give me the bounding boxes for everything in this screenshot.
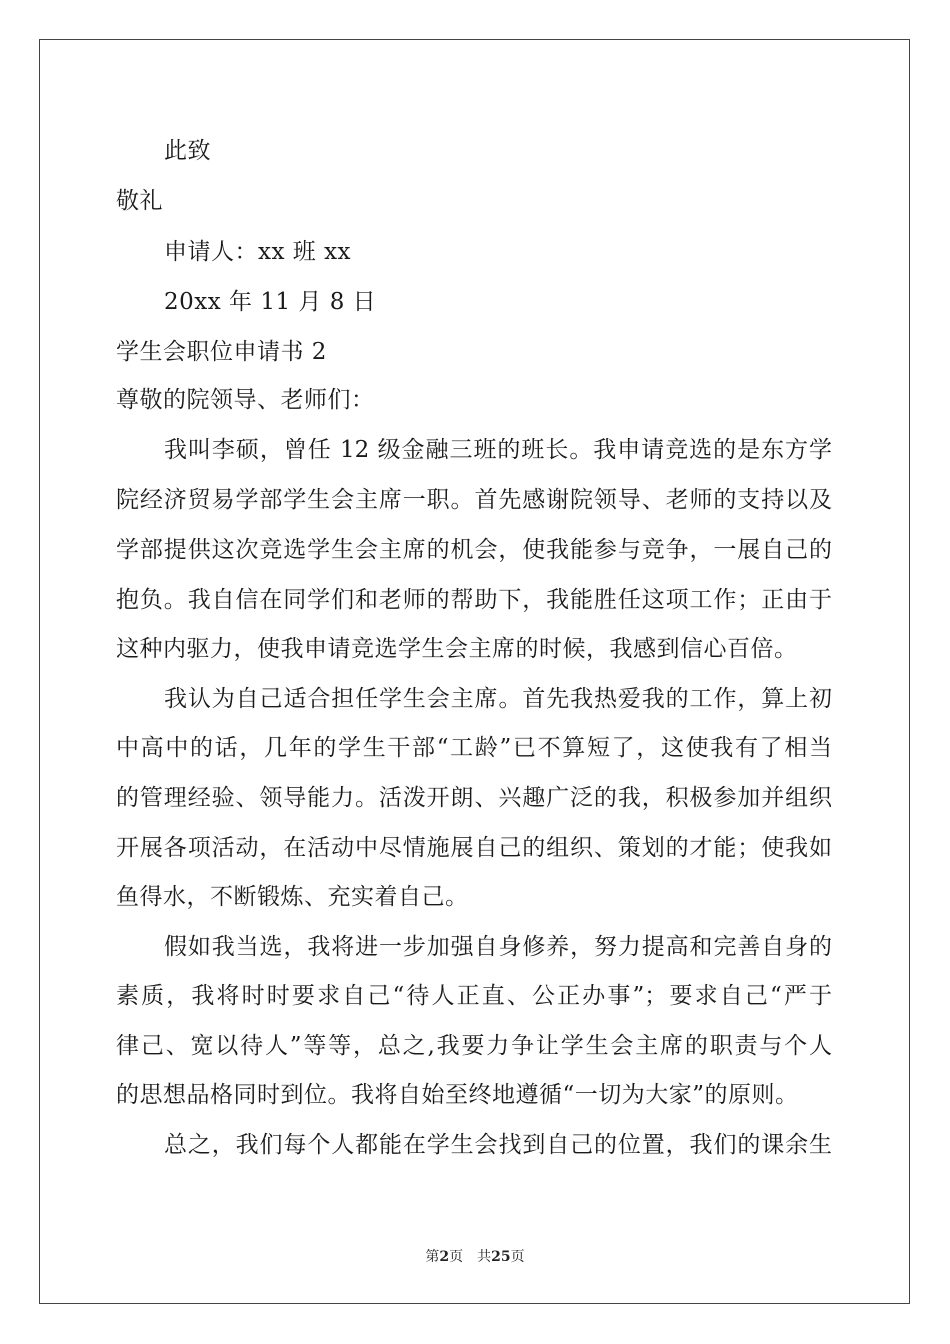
- footer-mid: 页 共: [449, 1249, 492, 1265]
- paragraph-3-line-2: 素质，我将时时要求自己“待人正直、公正办事”；要求自己“严于: [116, 983, 832, 1009]
- paragraph-1-line-3: 学部提供这次竞选学生会主席的机会，使我能参与竞争，一展自己的: [116, 537, 832, 563]
- paragraph-1-line-4: 抱负。我自信在同学们和老师的帮助下，我能胜任这项工作；正由于: [116, 587, 832, 613]
- footer-prefix: 第: [425, 1249, 440, 1265]
- paragraph-1-line-2: 院经济贸易学部学生会主席一职。首先感谢院领导、老师的支持以及: [116, 487, 832, 513]
- paragraph-3-line-3: 律己、宽以待人”等等，总之,我要力争让学生会主席的职责与个人: [116, 1033, 832, 1059]
- footer-page-current: 2: [439, 1249, 450, 1265]
- paragraph-1-line-5: 这种内驱力，使我申请竞选学生会主席的时候，我感到信心百倍。: [116, 636, 798, 662]
- paragraph-3-line-1: 假如我当选，我将进一步加强自身修养，努力提高和完善自身的: [164, 934, 832, 960]
- footer-page-total: 25: [491, 1249, 511, 1265]
- closing-line-2: 敬礼: [116, 188, 163, 214]
- page-frame: [39, 39, 910, 1304]
- page-footer: [0, 1248, 950, 1266]
- paragraph-2-line-5: 鱼得水，不断锻炼、充实着自己。: [116, 884, 469, 910]
- paragraph-2-line-3: 的管理经验、领导能力。活泼开朗、兴趣广泛的我，积极参加并组织: [116, 785, 832, 811]
- paragraph-3-line-4: 的思想品格同时到位。我将自始至终地遵循“一切为大家”的原则。: [116, 1082, 799, 1108]
- paragraph-2-line-2: 中高中的话，几年的学生干部“工龄”已不算短了，这使我有了相当: [116, 735, 832, 761]
- salutation: 尊敬的院领导、老师们：: [116, 387, 375, 413]
- paragraph-2-line-4: 开展各项活动，在活动中尽情施展自己的组织、策划的才能；使我如: [116, 835, 832, 861]
- paragraph-2-line-1: 我认为自己适合担任学生会主席。首先我热爱我的工作，算上初: [164, 686, 832, 712]
- paragraph-1-line-1: 我叫李硕，曾任 12 级金融三班的班长。我申请竞选的是东方学: [164, 437, 832, 463]
- closing-line-1: 此致: [164, 138, 211, 164]
- applicant-line: 申请人：xx 班 xx: [164, 239, 352, 265]
- footer-suffix: 页: [510, 1249, 525, 1265]
- paragraph-4-line-1: 总之，我们每个人都能在学生会找到自己的位置，我们的课余生: [164, 1132, 832, 1158]
- date-line: 20xx 年 11 月 8 日: [164, 289, 377, 315]
- document-title: 学生会职位申请书 2: [116, 339, 327, 365]
